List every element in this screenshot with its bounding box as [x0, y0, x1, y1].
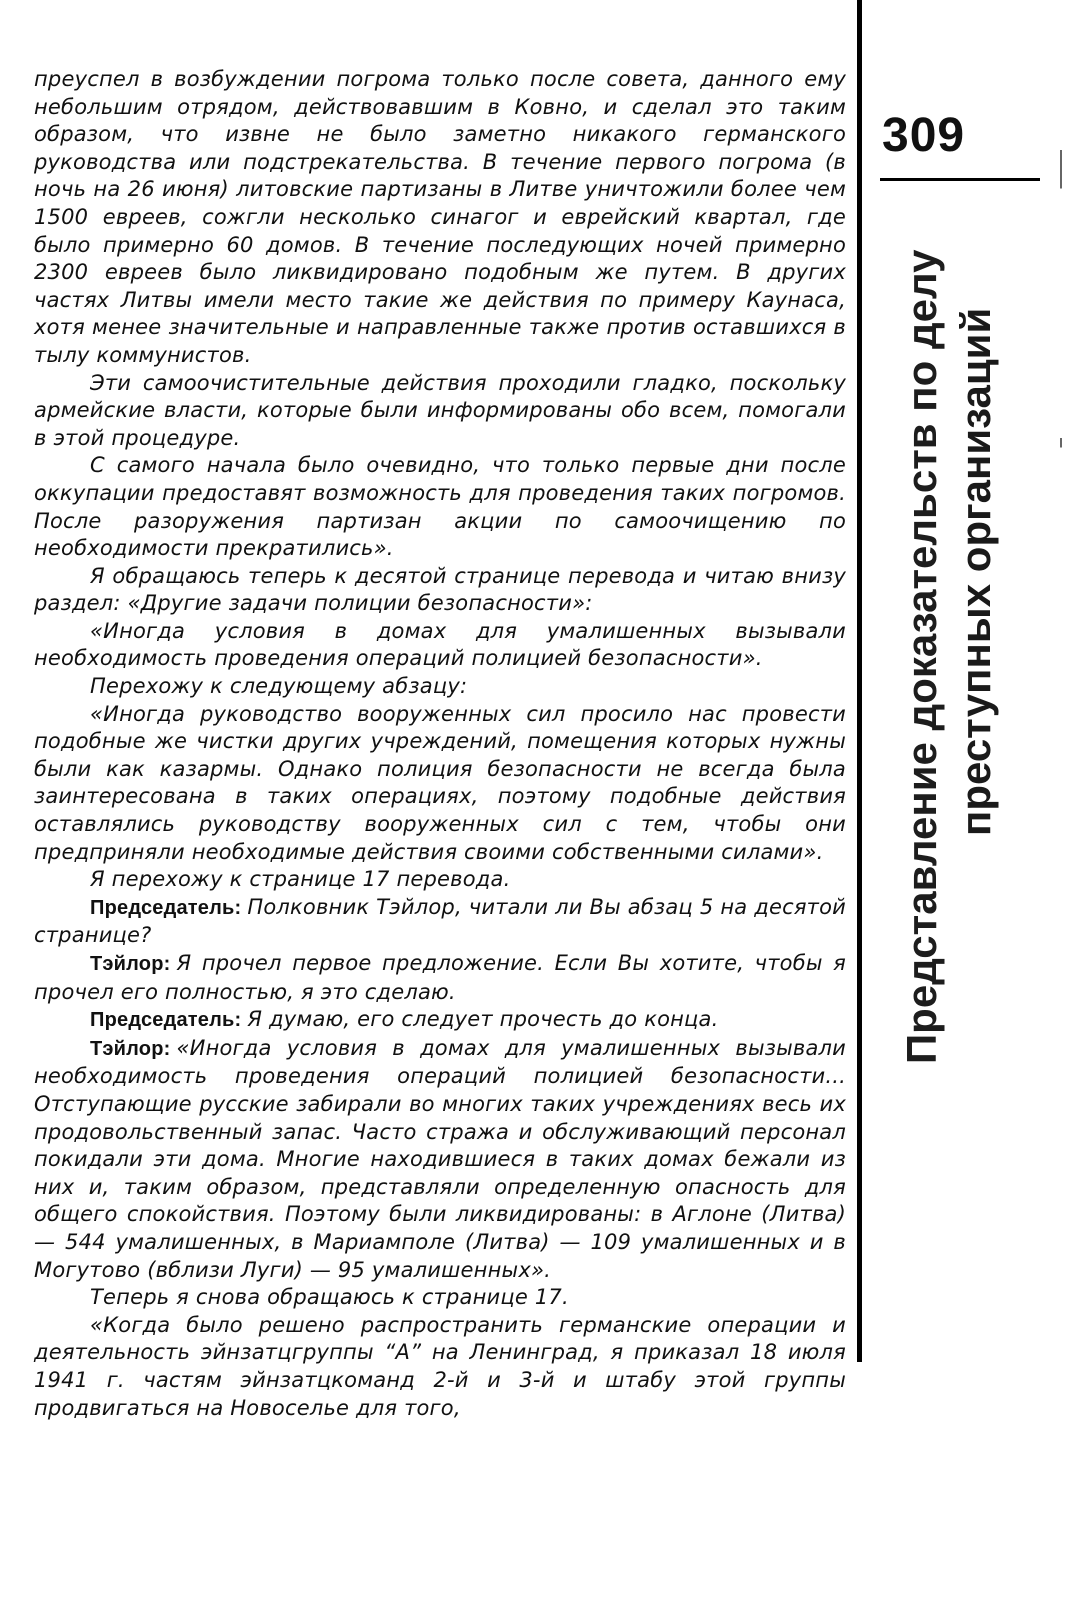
running-title	[896, 188, 1046, 1068]
dialogue-paragraph	[34, 894, 846, 950]
page-number-underline	[880, 178, 1040, 181]
paragraph	[34, 563, 846, 618]
paragraph-text: «Когда было решено распространить германские операции и деятельность эйнзатцгруппы “А” на Ленинград, я приказал 18 июля 1941 г. частям эйнзатцкоманд 2-й и 3-й и штабу этой группы продвигаться на Новоселье для того,	[34, 1312, 846, 1420]
paragraph-text: Перехожу к следующему абзацу:	[90, 674, 468, 699]
paragraph-text: Полковник Тэйлор, читали ли Вы абзац 5 на десятой странице?	[34, 894, 846, 948]
paragraph-text: Я думаю, его следует прочесть до конца.	[247, 1007, 719, 1032]
paragraph	[34, 1284, 846, 1312]
paragraph	[34, 866, 846, 894]
paragraph-text: Я обращаюсь теперь к десятой странице перевода и читаю внизу раздел: «Другие задачи полиции безопасности»:	[34, 563, 846, 616]
speaker-label: Председатель:	[90, 896, 242, 919]
dialogue-paragraph	[34, 1006, 846, 1035]
paragraph-text: «Иногда условия в домах для умалишенных вызывали необходимость проведения операций полицией безопасности... Отступающие русские забирали во многих таких учреждениях весь их продовольственный запас. Часто стража и обслуживающий персонал покидали эти дома. Многие находившиеся в таких домах бежали из них и, таким образом, представляли определенную опасность для общего спокойствия. Поэтому были ликвидированы: в Аглоне (Литва) — 544 умалишенных, в Мариамполе (Литва) — 109 умалишенных и в Могутово (вблизи Луги) — 95 умалишенных».	[34, 1035, 846, 1282]
margin-rule	[857, 0, 862, 1362]
speaker-label: Тэйлор:	[90, 953, 171, 975]
paragraph	[34, 673, 846, 701]
paragraph-text: Я прочел первое предложение. Если Вы хотите, чтобы я прочел его полностью, я это сделаю.	[34, 951, 846, 1004]
paragraph-text: Теперь я снова обращаюсь к странице 17.	[90, 1285, 569, 1310]
running-title-line-1: Представление доказательств по делу	[898, 249, 945, 1064]
paragraph-text: преуспел в возбуждении погрома только после совета, данного ему небольшим отрядом, действовавшим в Ковно, и сделал это таким образом, что извне не было заметно никакого германского руководства или подстрекательства. В течение первого погрома (в ночь на 26 июня) литовские партизаны в Литве уничтожили более чем 1500 евреев, сожгли несколько синагог и еврейский квартал, где было примерно 60 домов. В течение последующих ночей примерно 2300 евреев было ликвидировано подобным же путем. В других частях Литвы имели место такие же действия по примеру Каунаса, хотя менее значительные и направленные также против оставшихся в тылу коммунистов.	[34, 67, 846, 367]
paragraph	[34, 701, 846, 867]
paragraph	[34, 618, 846, 673]
paragraph	[34, 452, 846, 562]
paragraph	[34, 1312, 846, 1422]
paragraph	[34, 66, 846, 370]
running-title-line-2: преступных организаций	[952, 307, 999, 836]
body-text	[34, 66, 846, 1422]
paragraph-text: «Иногда руководство вооруженных сил просило нас провести подобные же чистки других учреждений, помещения которых нужны были как казармы. Однако полиция безопасности не всегда была заинтересована в таких операциях, поэтому подобные действия оставлялись руководству вооруженных сил с тем, чтобы они предприняли необходимые действия своими собственными силами».	[34, 701, 846, 864]
dialogue-paragraph	[34, 1035, 846, 1284]
page-edge-mark	[1060, 150, 1062, 1110]
paragraph-text: С самого начала было очевидно, что только первые дни после оккупации предоставят возможность для проведения таких погромов. После разоружения партизан акции по самоочищению по необходимости прекратились».	[34, 453, 846, 561]
paragraph-text: Эти самоочистительные действия проходили гладко, поскольку армейские власти, которые были информированы обо всем, помогали в этой процедуре.	[34, 370, 846, 450]
dialogue-paragraph	[34, 950, 846, 1006]
page-number: 309	[882, 109, 966, 162]
speaker-label: Председатель:	[90, 1009, 242, 1032]
paragraph-text: Я перехожу к странице 17 перевода.	[90, 867, 511, 892]
paragraph	[34, 370, 846, 453]
paragraph-text: «Иногда условия в домах для умалишенных вызывали необходимость проведения операций полицией безопасности».	[34, 618, 846, 671]
speaker-label: Тэйлор:	[90, 1037, 171, 1060]
